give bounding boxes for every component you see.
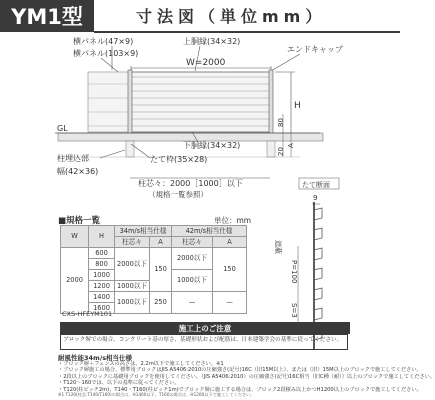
label-end-cap: エンドキャップ — [287, 45, 343, 54]
product-code: CXS-HFEYM101 — [62, 310, 113, 318]
wind-notes — [58, 361, 435, 393]
cell-a42-a: 150 — [213, 248, 247, 292]
section-title: たて断面 — [302, 181, 330, 189]
post-embed-right — [267, 141, 275, 157]
cell-h: 800 — [89, 259, 115, 270]
spec-unit: 単位：mm — [214, 216, 252, 225]
fence-left-extension — [88, 72, 130, 132]
label-height: H — [294, 101, 301, 111]
spec-table — [60, 225, 247, 314]
th-34: 34m/s相当仕様 — [115, 226, 172, 237]
cell-a34-b: 250 — [150, 292, 172, 314]
cell-h: 600 — [89, 248, 115, 259]
th-42: 42m/s相当仕様 — [172, 226, 247, 237]
post-right — [269, 70, 273, 136]
th-h: H — [89, 226, 115, 248]
section-gap: S=3 — [290, 303, 298, 318]
cell-h: 1000 — [89, 270, 115, 281]
post-left — [128, 70, 132, 136]
page-title: 寸法図（単位mm） — [136, 7, 327, 26]
notes-bar: 施工上のご注意 — [60, 322, 350, 334]
label-post-pitch: 柱芯々：2000［1000］以下 — [138, 179, 243, 188]
wind-note: ・T120(柱ピッチ2m)、T140・T160(柱ピッチ1m)でブロック塀に施工する場合は、ブロック2段積み以上かつH1200以上のブロックで施工してください。 — [58, 386, 422, 393]
th-a-42: A — [213, 237, 247, 248]
wind-note: ・ブロック塀＋フェンスの高さは、2.2m以下で施工してください。※1 — [58, 361, 224, 367]
dimension-drawing — [0, 34, 400, 214]
th-pitch-34: 柱芯々 — [115, 237, 150, 248]
th-w: W — [61, 226, 89, 248]
cell-a34-a: 150 — [150, 248, 172, 292]
label-embed: 柱埋込部 — [57, 154, 89, 163]
table-row — [61, 248, 247, 259]
label-gl: GL — [57, 124, 68, 133]
spec-title: ■規格一覧 — [58, 216, 101, 226]
cell-p42-c: — — [172, 292, 213, 314]
section-dim-9: 9 — [313, 194, 318, 202]
cell-p34-a: 2000以下 — [115, 248, 150, 281]
cell-p34-b: 1000以下 — [115, 281, 150, 292]
cell-a42-c: — — [213, 292, 247, 314]
footnote: ※1 T120(柱芯:T140/T160)の場合は、H1400以下。T160の場合は、H1200以下で施工してください。 — [58, 392, 255, 397]
label-pitch-note: （規格一覧参照） — [148, 190, 208, 199]
label-post: たて枠(35×28) — [150, 155, 208, 164]
cell-p42-a: 2000以下 — [172, 248, 213, 270]
cell-h: 1600 — [89, 303, 115, 314]
label-panel-47: 横パネル(47×9) — [73, 37, 134, 46]
label-embed-size: 幅(42×36) — [57, 167, 99, 176]
section-bracket-label: 遮蔽 — [274, 240, 282, 254]
th-pitch-42: 柱芯々 — [172, 237, 213, 248]
header — [0, 0, 400, 34]
post-embed-left — [126, 141, 134, 157]
label-width: W=2000 — [186, 58, 226, 68]
cell-h: 1400 — [89, 292, 115, 303]
wind-note: ・T120〜160では、以下の基準に従ってください。 — [58, 380, 180, 387]
label-panel-103: 横パネル(103×9) — [73, 49, 139, 58]
model-badge: YM1型 — [0, 0, 94, 32]
header-rule — [94, 31, 400, 33]
label-a: A — [287, 143, 295, 148]
section-pitch: P=100 — [290, 260, 298, 284]
label-bottom-rail: 下胴縁(34×32) — [183, 141, 241, 150]
wind-note: ・2段以上のブロックに基礎用ブロックを使用してください。（JIS A5406:2010）の圧縮強さ(記号)16C相当（旧C種（耐））以上のブロックで施工してください。 — [58, 373, 435, 380]
cell-p34-c: 1000以下 — [115, 292, 150, 314]
fence-panels — [131, 72, 271, 132]
label-20: 20 — [277, 147, 285, 156]
notes-box: ブロック塀での場合、コンクリート基の厚さ、基礎形状および配筋は、日本建築学会の基準に従ってください。 — [60, 334, 348, 350]
th-a-34: A — [150, 237, 172, 248]
label-80: 80 — [277, 118, 285, 127]
table-row — [61, 292, 247, 303]
cell-p42-b: 1000以下 — [172, 270, 213, 292]
label-top-rail: 上胴縁(34×32) — [183, 37, 241, 46]
cell-w: 2000 — [61, 248, 89, 314]
cell-h: 1200 — [89, 281, 115, 292]
wind-note: ・ブロック塀施工の場合、標準用ブロックはJIS A5406:2010の圧縮強さ(記号)16C（旧15M以上）、または（旧）15M以上のブロックで施工してください。 — [58, 367, 422, 374]
wind-title: 耐風性能34m/s相当仕様 — [58, 354, 133, 362]
